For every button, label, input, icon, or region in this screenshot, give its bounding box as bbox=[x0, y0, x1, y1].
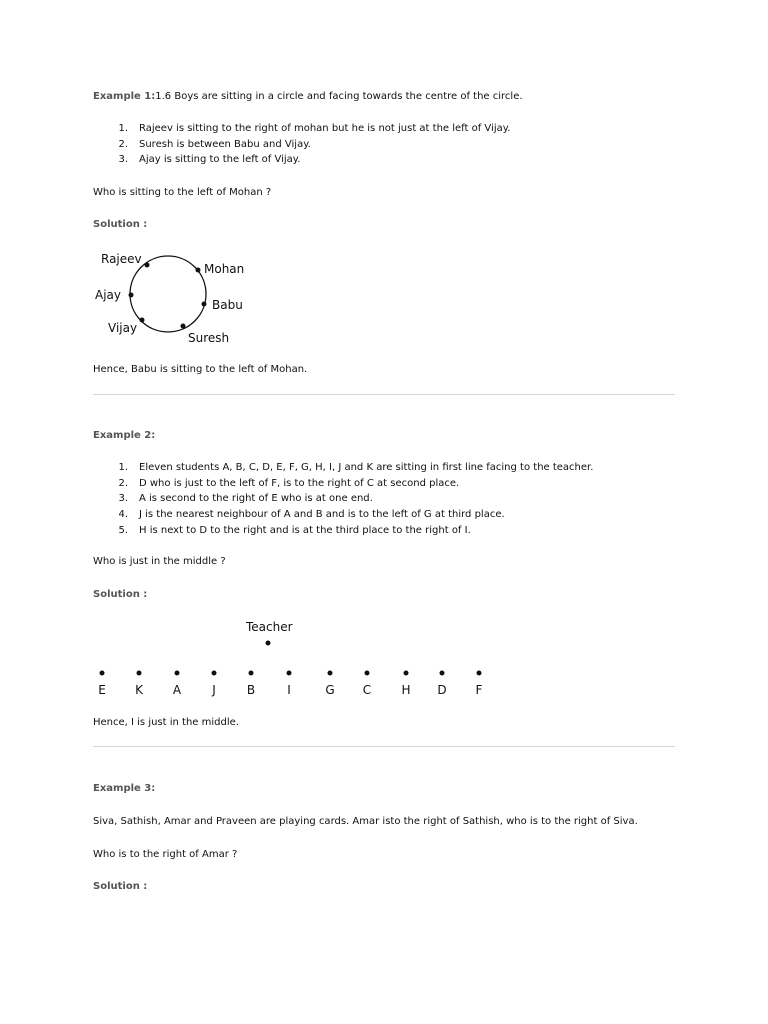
example-3-ask: Who is to the right of Amar ? bbox=[93, 849, 238, 860]
example-2-ask: Who is just in the middle ? bbox=[93, 556, 226, 567]
student-label-j: J bbox=[212, 683, 216, 697]
divider bbox=[93, 746, 675, 747]
student-dot-d bbox=[440, 671, 445, 676]
example-1-ask: Who is sitting to the left of Mohan ? bbox=[93, 187, 272, 198]
student-dot-h bbox=[404, 671, 409, 676]
student-dot-f bbox=[477, 671, 482, 676]
example-3-label: Example 3: bbox=[93, 783, 156, 794]
example-2-answer: Hence, I is just in the middle. bbox=[93, 717, 239, 728]
example-1-answer: Hence, Babu is sitting to the left of Mohan. bbox=[93, 364, 308, 375]
example-1-solution-label: Solution : bbox=[93, 219, 148, 230]
list-item: 1. Rajeev is sitting to the right of mohan but he is not just at the left of Vijay. bbox=[118, 123, 511, 134]
name-ajay: Ajay bbox=[95, 288, 121, 302]
student-row bbox=[98, 671, 482, 698]
name-mohan: Mohan bbox=[204, 262, 245, 276]
student-dot-c bbox=[365, 671, 370, 676]
student-label-h: H bbox=[401, 683, 411, 697]
student-label-c: C bbox=[362, 683, 372, 697]
student-dot-g bbox=[328, 671, 333, 676]
student-dot-b bbox=[249, 671, 254, 676]
list-item: 3. A is second to the right of E who is at one end. bbox=[118, 493, 373, 505]
example-1-label: Example 1: bbox=[93, 91, 156, 102]
student-dot-j bbox=[212, 671, 217, 676]
list-item: 4. J is the nearest neighbour of A and B and is to the left of G at third place. bbox=[118, 509, 505, 521]
student-label-d: D bbox=[437, 683, 447, 697]
list-item: 5. H is next to D to the right and is at the third place to the right of I. bbox=[118, 524, 471, 536]
student-label-i: I bbox=[287, 683, 291, 697]
student-dot-e bbox=[100, 671, 105, 676]
example-2-label: Example 2: bbox=[93, 430, 156, 441]
example-2-solution-label: Solution : bbox=[93, 589, 148, 600]
student-label-a: A bbox=[172, 683, 182, 697]
name-rajeev: Rajeev bbox=[101, 252, 142, 266]
name-vijay: Vijay bbox=[108, 321, 138, 335]
example-1-question: 1.6 Boys are sitting in a circle and facing towards the centre of the circle. bbox=[155, 91, 523, 102]
list-item: 2. D who is just to the left of F, is to the right of C at second place. bbox=[118, 477, 460, 489]
student-label-f: F bbox=[475, 683, 483, 697]
list-item: 3. Ajay is sitting to the left of Vijay. bbox=[118, 154, 301, 166]
name-suresh: Suresh bbox=[188, 331, 230, 345]
student-label-e: E bbox=[98, 683, 106, 697]
student-dot-i bbox=[287, 671, 292, 676]
example-3-solution-label: Solution : bbox=[93, 881, 148, 892]
list-item: 1. Eleven students A, B, C, D, E, F, G, H, I, J and K are sitting in first line facing to the teacher. bbox=[118, 462, 594, 473]
student-dot-k bbox=[137, 671, 142, 676]
list-item: 2. Suresh is between Babu and Vijay. bbox=[118, 138, 311, 150]
teacher-dot bbox=[266, 641, 271, 646]
student-label-b: B bbox=[246, 683, 256, 697]
teacher-label: Teacher bbox=[246, 620, 293, 634]
student-label-g: G bbox=[325, 683, 335, 697]
student-label-k: K bbox=[135, 683, 143, 697]
name-babu: Babu bbox=[212, 298, 243, 312]
example-3-statement: Siva, Sathish, Amar and Praveen are playing cards. Amar isto the right of Sathish, who is to the right of Siva. bbox=[93, 816, 638, 827]
student-dot-a bbox=[175, 671, 180, 676]
